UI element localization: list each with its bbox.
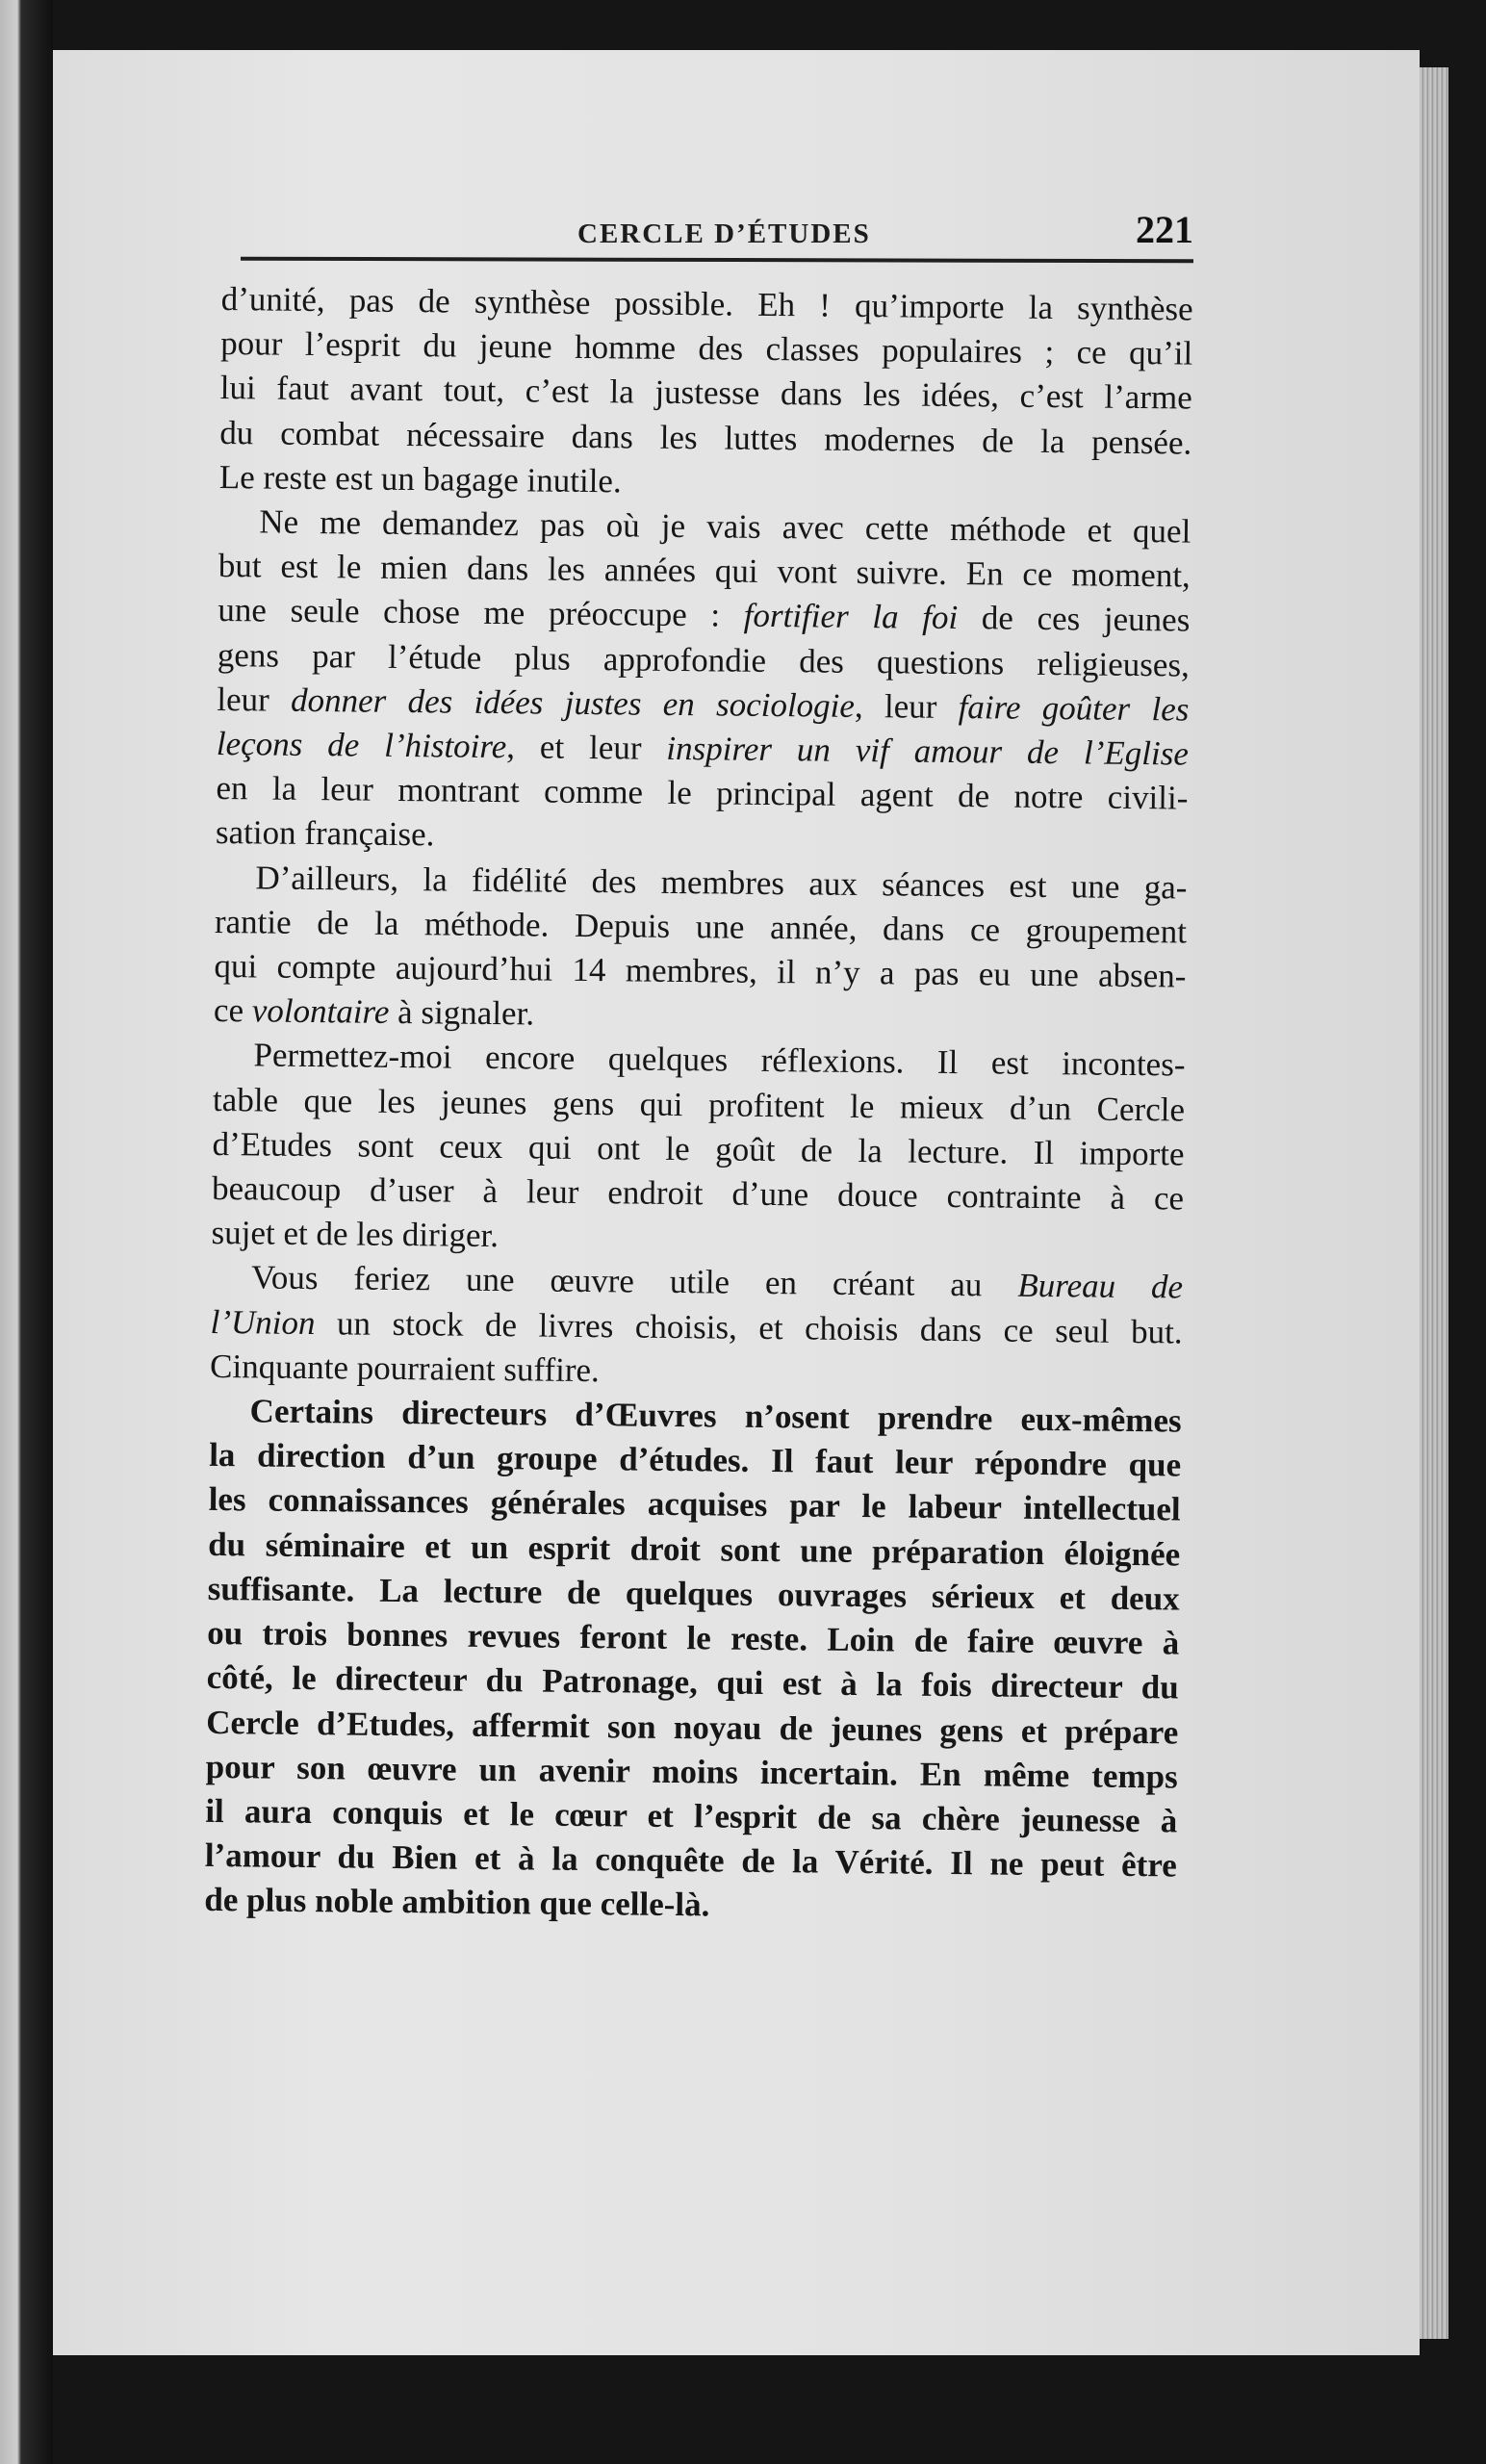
italic-phrase: leçons de l’histoire (216, 725, 507, 766)
text-line: en la leur montrant comme le principal agent de notre civili- (216, 769, 1189, 817)
page-number: 221 (1136, 208, 1193, 251)
text-line: Vous feriez une œuvre utile en créant au Bureau de (250, 1258, 1184, 1306)
text-line: les connaissances générales acquises par le labeur intellectuel (208, 1480, 1181, 1528)
text-line: d’unité, pas de synthèse possible. Eh ! qu’importe la synthèse (220, 279, 1193, 328)
text-line: du combat nécessaire dans les luttes modernes de la pensée. (219, 413, 1192, 462)
text-line: table que les jeunes gens qui profitent le mieux d’un Cercle (212, 1080, 1186, 1129)
text-line: l’amour du Bien et à la conquête de la Vérité. Il ne peut être (204, 1836, 1177, 1885)
text-line: côté, le directeur du Patronage, qui est à la fois directeur du (206, 1658, 1179, 1707)
page-stack-edges (1420, 67, 1448, 2339)
text-line: leur donner des idées justes en sociologie, leur faire goûter les (217, 680, 1190, 729)
paragraph (210, 1255, 1183, 1399)
text-line: ou trois bonnes revues feront le reste. Loin de faire œuvre à (207, 1614, 1180, 1662)
text-line: Certains directeurs d’Œuvres n’osent prendre eux-mêmes (249, 1392, 1182, 1440)
italic-phrase: Bureau de (1017, 1267, 1184, 1306)
paragraph (214, 856, 1188, 1043)
italic-phrase: fortifier la foi (743, 597, 959, 637)
text-line: beaucoup d’user à leur endroit d’une douce contrainte à ce (211, 1169, 1185, 1218)
text-line: rantie de la méthode. Depuis une année, dans ce groupement (214, 902, 1188, 951)
text-line: l’Union un stock de livres choisis, et choisis dans ce seul but. (210, 1302, 1183, 1351)
italic-phrase: l’Union (210, 1302, 316, 1342)
body-text (204, 277, 1193, 1933)
text-line: du séminaire et un esprit droit sont une préparation éloignée (208, 1525, 1181, 1574)
paragraph (211, 1033, 1185, 1266)
text-line: Cinquante pourraient suffire. (209, 1347, 600, 1390)
text-line: ce volontaire à signaler. (213, 991, 535, 1033)
text-line: lui faut avant tout, c’est la justesse dans les idées, c’est l’arme (219, 369, 1192, 417)
text-line: but est le mien dans les années qui vont suivre. En ce moment, (218, 547, 1191, 595)
italic-phrase: inspirer un vif amour de l’Eglise (666, 729, 1190, 773)
text-line: la direction d’un groupe d’études. Il faut leur répondre que (208, 1436, 1182, 1484)
text-line: pour son œuvre un avenir moins incertain. En même temps (205, 1747, 1178, 1796)
italic-phrase: donner des idées justes en sociologie (290, 680, 856, 725)
book-binding-edge (0, 0, 53, 2464)
running-title: CERCLE D’ÉTUDES (577, 218, 871, 249)
text-line: une seule chose me préoccupe : fortifier la foi de ces jeunes (218, 591, 1191, 639)
text-line: leçons de l’histoire, et leur inspirer un vif amour de l’Eglise (216, 725, 1190, 773)
text-line: Ne me demandez pas où je vais avec cette méthode et quel (259, 502, 1191, 551)
text-line: D’ailleurs, la fidélité des membres aux séances est une ga- (255, 859, 1188, 907)
text-line: il aura conquis et le cœur et l’esprit de sa chère jeunesse à (205, 1791, 1178, 1840)
text-line: gens par l’étude plus approfondie des questions religieuses, (217, 635, 1191, 684)
page-header (241, 197, 1193, 265)
text-line: Permettez-moi encore quelques réflexions. Il est incontes- (253, 1036, 1186, 1084)
text-line: Le reste est un bagage inutile. (218, 457, 622, 500)
text-line: d’Etudes sont ceux qui ont le goût de la lecture. Il importe (212, 1124, 1185, 1173)
text-line: sujet et de les diriger. (211, 1214, 500, 1255)
italic-phrase: faire goûter les (958, 687, 1190, 729)
text-line: sation française. (215, 813, 435, 854)
text-line: pour l’esprit du jeune homme des classes populaires ; ce qu’il (220, 324, 1193, 372)
paragraph (216, 500, 1191, 865)
paragraph (204, 1389, 1182, 1933)
paragraph (219, 277, 1193, 510)
text-line: de plus noble ambition que celle-là. (204, 1881, 710, 1924)
text-line: Cercle d’Etudes, affermit son noyau de jeunes gens et prépare (206, 1703, 1179, 1751)
text-line: qui compte aujourd’hui 14 membres, il n’y a pas eu une absen- (214, 947, 1187, 995)
text-line: suffisante. La lecture de quelques ouvrages sérieux et deux (207, 1569, 1180, 1618)
italic-phrase: volontaire (251, 991, 390, 1032)
